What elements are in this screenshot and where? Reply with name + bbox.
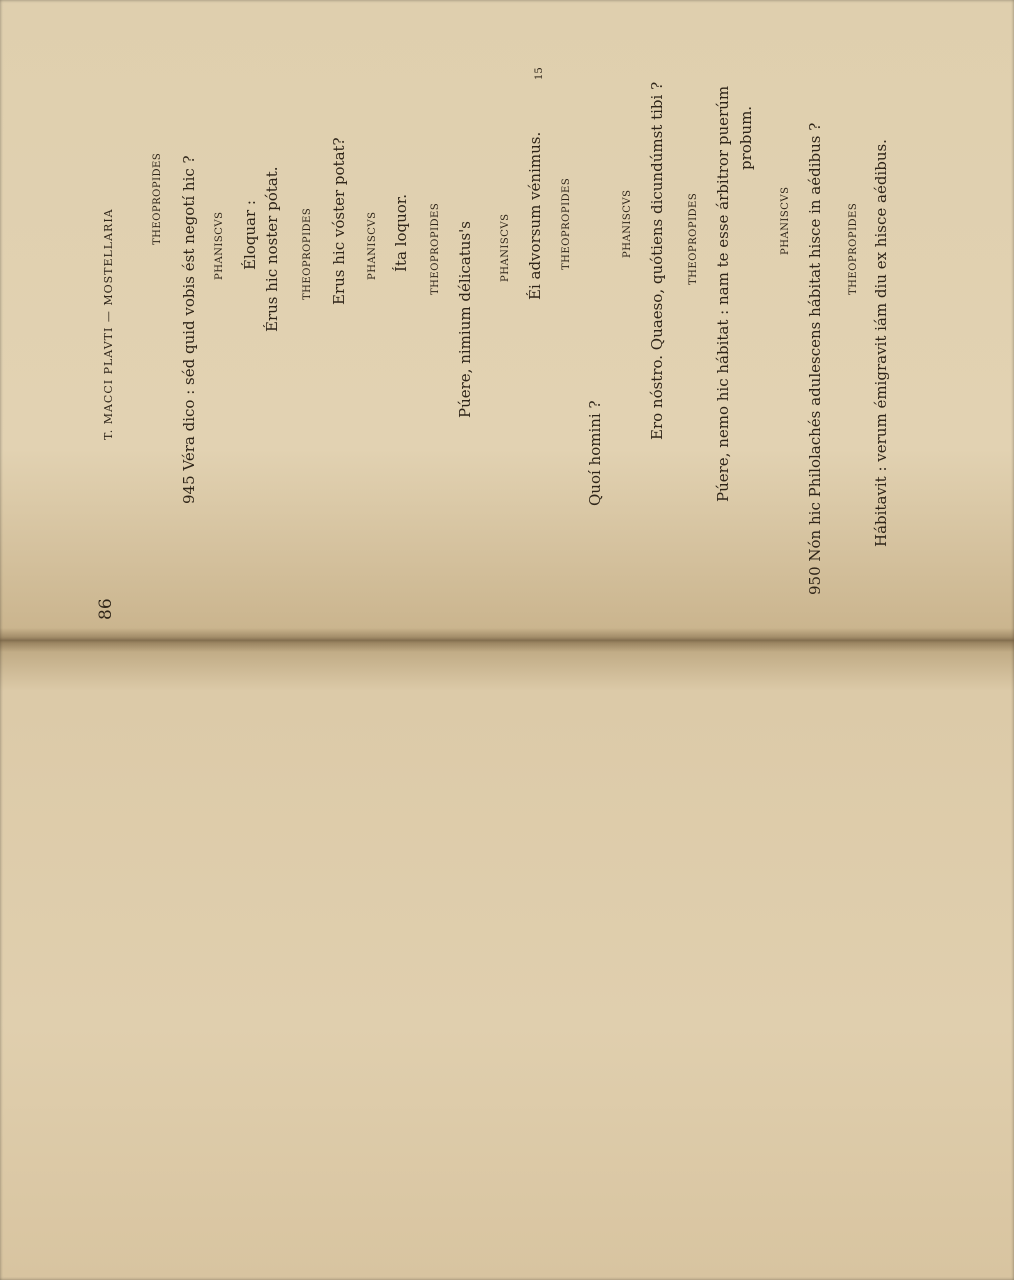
verse-line: Érus hic noster pótat.: [263, 166, 281, 332]
left-book-page: [0, 640, 1014, 1280]
speaker: THEOPROPIDES: [302, 207, 313, 300]
verse-line: Íta loquor.: [392, 193, 410, 272]
page-number: 86: [96, 598, 116, 620]
speaker: PHANISCVS: [622, 189, 633, 258]
verse-line: Ero nóstro. Quaeso, quótiens dicundúmst tibi ?: [648, 81, 666, 440]
verse-line: probum.: [737, 105, 755, 170]
verse-line: Púere, nimium délicatus's: [456, 221, 474, 418]
verse-line: 945 Véra dico : séd quid vobis ést negotí hic ?: [180, 155, 198, 504]
speaker: THEOPROPIDES: [561, 177, 572, 270]
verse-line: Quoí homini ?: [586, 400, 604, 506]
verse-line: Púere, nemo hic hábitat : nam te esse árbitror puerúm: [714, 85, 732, 502]
speaker: PHANISCVS: [780, 186, 791, 255]
speaker: THEOPROPIDES: [152, 152, 163, 245]
verse-line: Erus hic vóster potat?: [330, 137, 348, 305]
speaker: PHANISCVS: [500, 213, 511, 282]
line-number: 15: [534, 67, 545, 80]
speaker: PHANISCVS: [367, 211, 378, 280]
speaker: THEOPROPIDES: [688, 192, 699, 285]
speaker: THEOPROPIDES: [848, 202, 859, 295]
verse-line: Éi advorsum vénimus.: [526, 131, 544, 300]
verse-line: 950 Nón hic Philolachés adulescens hábitat hisce in aédibus ?: [806, 122, 824, 595]
speaker: PHANISCVS: [214, 211, 225, 280]
running-head: T. MACCI PLAVTI — MOSTELLARIA: [102, 208, 115, 440]
speaker: THEOPROPIDES: [430, 202, 441, 295]
verse-line: Hábitavit : verum émigravit iám diu ex hisce aédibus.: [872, 139, 890, 547]
verse-line: Éloquar :: [241, 200, 259, 270]
